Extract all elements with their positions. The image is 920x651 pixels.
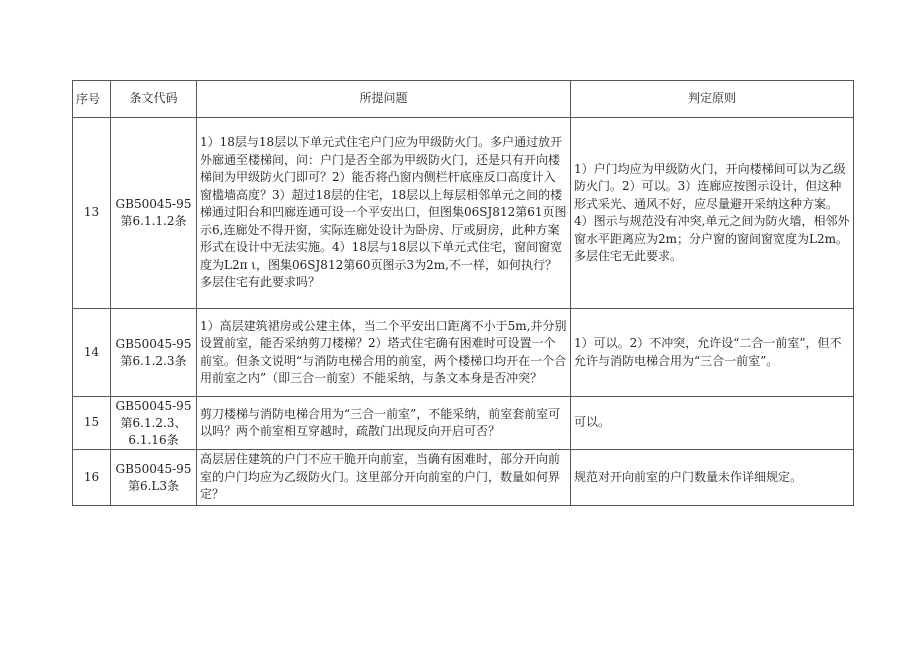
clause-code-line: GB50045-95 [115,461,192,476]
clause-code [111,397,197,450]
question-cell: 1）18层与18层以下单元式住宅户门应为甲级防火门。多户通过放开外廊通至楼梯间，问：户门是否全部为甲级防火门，还是只有开向楼梯间为甲级防火门即可？2）能否将凸窗内侧栏杆底座反口高度计入窗槛墙高度？3）超过18层的住宅，18层以上每层相邻单元之间的楼梯通过阳台和凹廊连通可设一个平安出口，但图集06SJ812第61页图示6,连廊处不得开窗，实际连廊处设计为卧房、厅或厨房，此种方案形式在设计中无法实施。4）18层与18层以下单元式住宅，窗间窗宽度为L2π ι，图集06SJ812第60页图示3为2m,不一样，如何执行？多层住宅有此要求吗？ [197,118,571,309]
principle-cell: 规范对开向前室的户门数量未作详细规定。 [571,450,854,506]
row-number: 13 [73,118,111,309]
table-row [73,450,854,506]
table-row [73,118,854,309]
qa-table [72,80,854,506]
clause-code-line: 第6.1.2.3条 [120,353,187,368]
principle-cell: 可以。 [571,397,854,450]
clause-code [111,450,197,506]
header-question: 所提问题 [197,81,571,118]
header-code: 条文代码 [111,81,197,118]
table-row [73,397,854,450]
clause-code-line: GB50045-95 [115,336,192,351]
clause-code-line: 第6.1.2.3、 [120,415,187,430]
table-row [73,309,854,397]
row-number: 15 [73,397,111,450]
header-principle: 判定原则 [571,81,854,118]
clause-code-line: GB50045-95 [115,398,192,413]
table-header-row [73,81,854,118]
clause-code [111,118,197,309]
question-cell: 1）高层建筑裙房或公建主体，当二个平安出口距离不小于5m,并分别设置前室，能否采纳剪刀楼梯？2）塔式住宅确有困难时可设置一个前室。但条文说明“与消防电梯合用的前室，两个楼梯口均开在一个合用前室之内”（即三合一前室）不能采纳，与条文本身是否冲突？ [197,309,571,397]
principle-cell: 1）户门均应为甲级防火门，开向楼梯间可以为乙级防火门。2）可以。3）连廊应按图示设计，但这种形式采光、通风不好，应尽量避开采纳这种方案。4）图示与规范没有冲突,单元之间为防火墙，相邻外窗水平距离应为2m；分户窗的窗间窗宽度为L2m。多层住宅无此要求。 [571,118,854,309]
clause-code-line: 第6.1.1.2条 [120,214,187,228]
header-no: 序号 [73,81,111,118]
clause-code-line: GB50045-95 [115,197,192,211]
principle-cell: 1）可以。2）不冲突，允许设“二合一前室”，但不允许与消防电梯合用为“三合一前室”。 [571,309,854,397]
clause-code-line: 6.1.16条 [128,432,179,447]
question-cell: 剪刀楼梯与消防电梯合用为“三合一前室”，不能采纳，前室套前室可以吗？两个前室相互穿越时，疏散门出现反向开启可否？ [197,397,571,450]
question-cell: 高层居住建筑的户门不应干脆开向前室，当确有困难时，部分开向前室的户门均应为乙级防火门。这里部分开向前室的户门，数量如何界定？ [197,450,571,506]
row-number: 16 [73,450,111,506]
clause-code-line: 第6.L3条 [127,478,180,493]
row-number: 14 [73,309,111,397]
clause-code [111,309,197,397]
